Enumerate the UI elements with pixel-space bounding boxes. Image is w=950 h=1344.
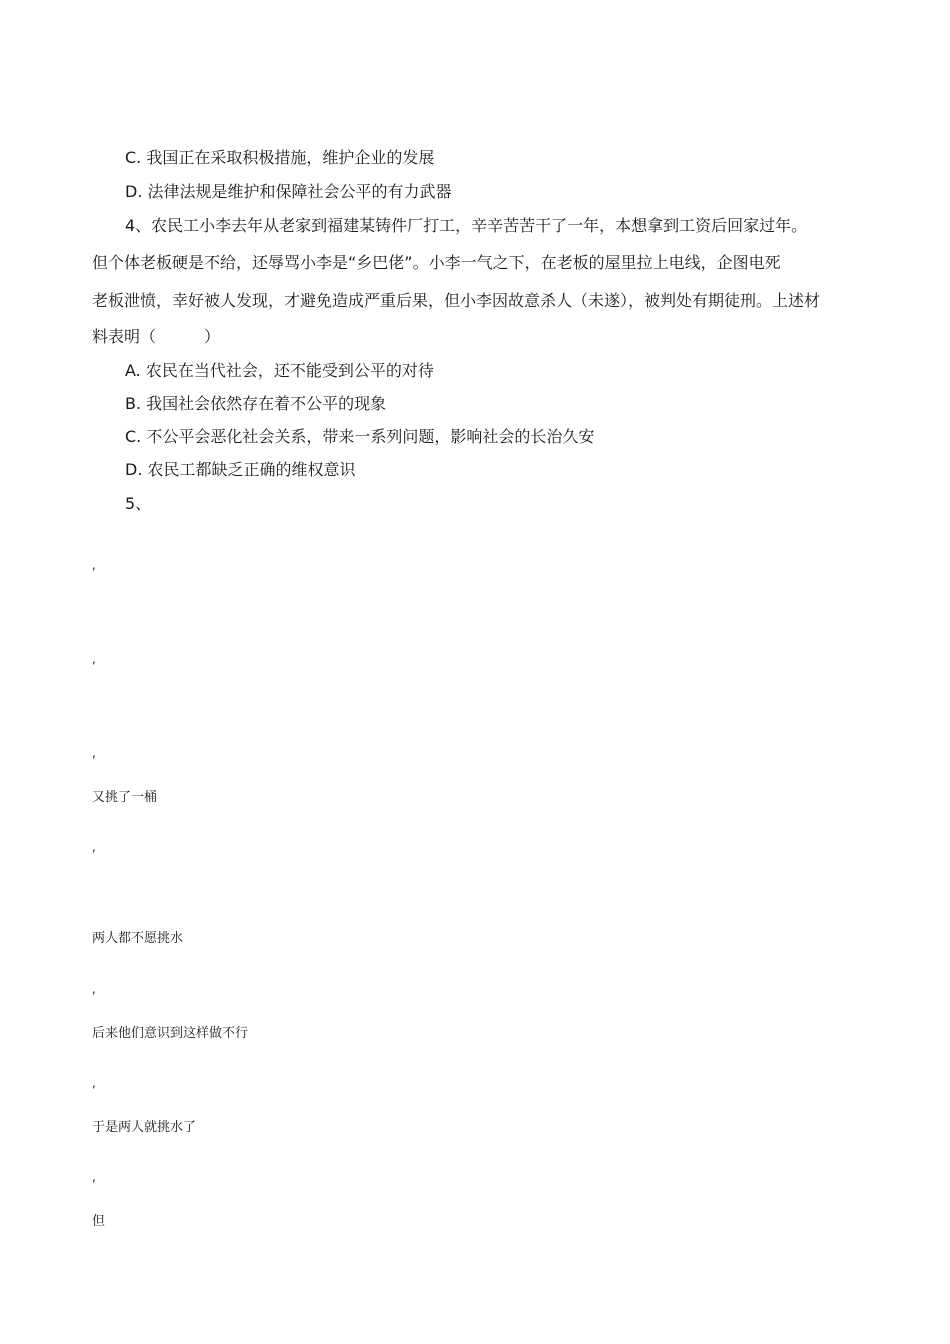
- q4-option-a: A. 农民在当代社会，还不能受到公平的对待: [125, 361, 434, 380]
- q5-fragment: ,: [92, 558, 96, 572]
- q5-fragment: ,: [92, 746, 96, 760]
- q4-stem-line-1: 4、农民工小李去年从老家到福建某铸件厂打工，辛辛苦苦干了一年，本想拿到工资后回家过年。: [125, 216, 808, 235]
- q4-option-c: C. 不公平会恶化社会关系，带来一系列问题，影响社会的长治久安: [125, 427, 595, 446]
- q3-option-c: C. 我国正在采取积极措施，维护企业的发展: [125, 148, 435, 167]
- q5-fragment: ,: [92, 982, 96, 996]
- q4-option-b: B. 我国社会依然存在着不公平的现象: [125, 394, 387, 413]
- q5-fragment: ,: [92, 1076, 96, 1090]
- q5-fragment: 于是两人就挑水了: [92, 1120, 197, 1135]
- q4-stem-line-3: 老板泄愤，幸好被人发现，才避免造成严重后果，但小李因故意杀人（未遂），被判处有期徒刑。上述材: [92, 291, 821, 310]
- q3-option-d: D. 法律法规是维护和保障社会公平的有力武器: [125, 182, 452, 201]
- q5-fragment: 但: [92, 1214, 106, 1229]
- q5-number: 5、: [125, 494, 152, 513]
- q5-fragment: ,: [92, 1170, 96, 1184]
- q5-fragment: 两人都不愿挑水: [92, 931, 184, 946]
- q5-fragment: ,: [92, 840, 96, 854]
- q4-stem-line-4: 料表明（ ）: [92, 327, 221, 346]
- q5-fragment: 又挑了一桶: [92, 790, 158, 805]
- q4-stem-line-2: 但个体老板硬是不给，还辱骂小李是“乡巴佬”。小李一气之下，在老板的屋里拉上电线，企图电死: [92, 253, 781, 272]
- q5-fragment: ,: [92, 652, 96, 666]
- q4-option-d: D. 农民工都缺乏正确的维权意识: [125, 460, 356, 479]
- q5-fragment: 后来他们意识到这样做不行: [92, 1026, 249, 1041]
